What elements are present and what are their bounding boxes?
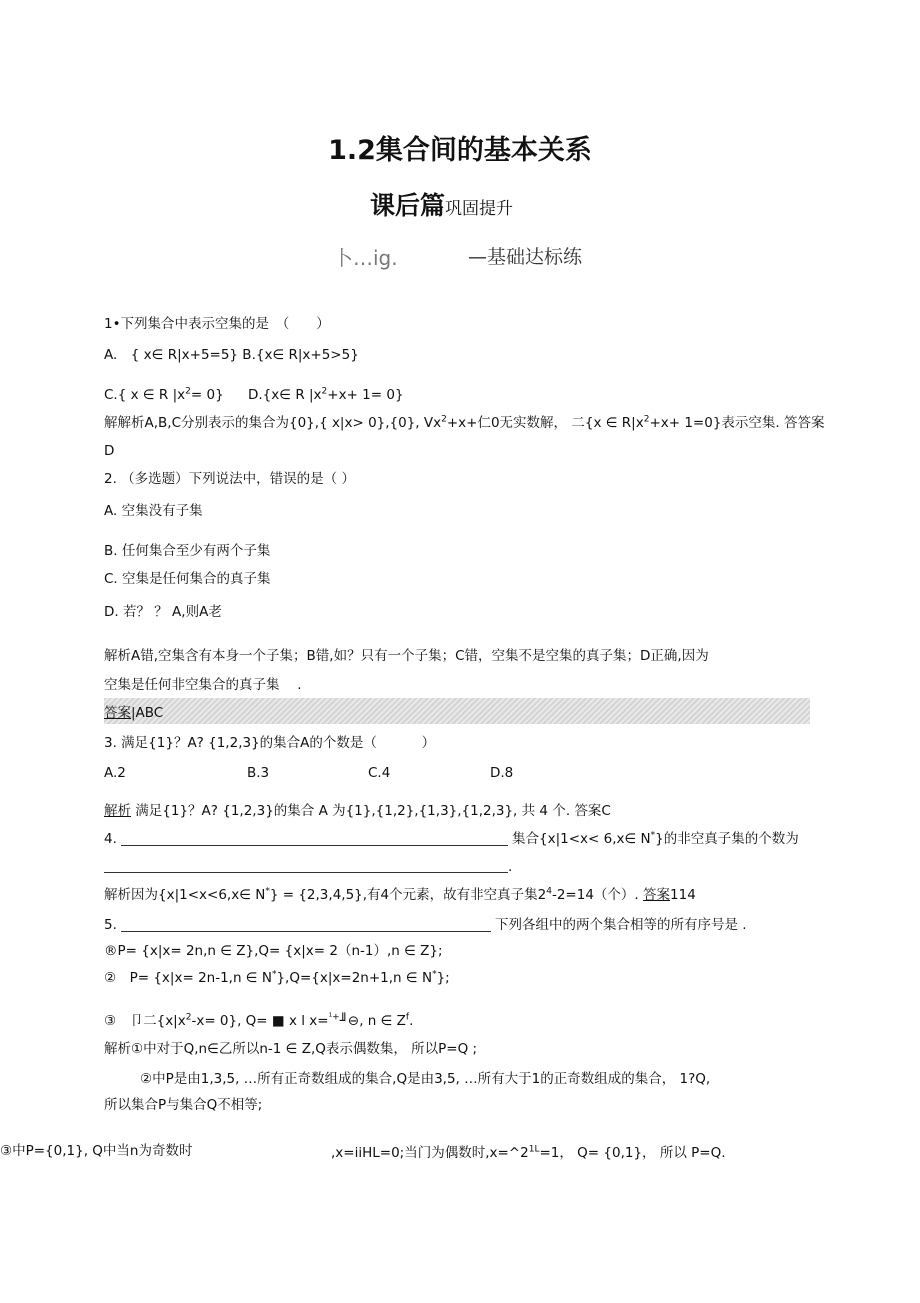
q3-option-a: A.2: [104, 765, 126, 781]
q2-answer-value: |ABC: [131, 705, 164, 721]
q1-explanation: [104, 414, 825, 432]
q1-exp-part1: 解解析A,B,C分别表示的集合为{0},{ x|x> 0},{0}, Vx: [104, 415, 442, 431]
q5-item2-text: ② P= {x|x= 2n-1,n ∈ N: [104, 970, 272, 986]
q2-answer: [104, 704, 163, 722]
subtitle-small: 巩固提升: [445, 199, 514, 219]
q4-stem-text: 集合{x|1<x< 6,x∈ N: [512, 831, 651, 847]
q5-stem: 下列各组中的两个集合相等的所有序号是 .: [495, 917, 747, 933]
page-subtitle: [370, 186, 513, 222]
q4-explanation: [104, 886, 696, 904]
q1-option-d: [248, 386, 404, 404]
q1-answer: D: [104, 443, 115, 459]
q3-explanation: [104, 802, 611, 820]
q1-option-c-sup: 2: [185, 386, 191, 397]
q2-explanation-2: 空集是任何非空集合的真子集 .: [104, 677, 302, 693]
q4-exp-part2: } = {2,3,4,5},有4个元素，故有非空真子集2: [269, 887, 547, 903]
q5-exp4-part1: ,x=iiHL=0;当门为偶数时,x=^2: [331, 1145, 529, 1161]
q5-item2-mid: },Q={x|x=2n+1,n ∈ N: [276, 970, 433, 986]
section-marker: 卜…ig.: [333, 246, 398, 270]
q1-exp-part3: +x+ 1=0}表示空集. 答答案: [649, 415, 825, 431]
q5-item3-mid: -x= 0}, Q= ■ x l x=: [191, 1013, 329, 1029]
q5-exp4-sup: 1L: [528, 1144, 540, 1155]
q5-explanation-3: 所以集合P与集合Q不相等;: [104, 1097, 263, 1113]
q3-option-d: D.8: [490, 765, 514, 781]
q2-option-d: D. 若？ ？ A,则A老: [104, 604, 222, 620]
q5-blank-line: [121, 931, 491, 932]
q5-item3-sup: 2: [185, 1012, 192, 1023]
q1-option-c-tail: = 0}: [190, 387, 224, 403]
q5-item2-sub2: *: [432, 969, 437, 980]
q4-stem-sup: *: [650, 830, 656, 841]
q5-item2-tail: };: [436, 970, 450, 986]
q4-stem: [512, 830, 799, 848]
q2-option-a: A. 空集没有子集: [104, 503, 203, 519]
q5-item3-sup2: ¹+: [328, 1012, 340, 1023]
q5-explanation-4-right: [331, 1144, 726, 1162]
q5-item3-sup3: f: [405, 1012, 410, 1023]
q5-number: 5.: [104, 917, 117, 933]
q4-answer-value: 114: [670, 887, 696, 903]
q4-number: 4.: [104, 831, 117, 847]
section-heading: —基础达标练: [468, 246, 583, 268]
q1-option-c: [104, 386, 224, 404]
q5-item3-text: ③ 卩二{x|x: [104, 1013, 186, 1029]
q3-option-b: B.3: [247, 765, 270, 781]
q1-option-d-sup: 2: [321, 386, 328, 397]
q5-explanation-4-left: ③中P={0,1}, Q中当n为奇数时: [0, 1143, 193, 1159]
q3-stem: 3. 满足{1}？A? {1,2,3}的集合A的个数是（ ）: [104, 735, 436, 751]
q2-stem: 2. （多选题）下列说法中，错误的是（ ）: [104, 471, 355, 487]
q5-item-3: [104, 1012, 413, 1030]
q2-answer-label: 答案: [104, 705, 131, 721]
q2-explanation-1: 解析A错,空集含有本身一个子集；B错,如？只有一个子集；C错，空集不是空集的真子集；D正确,因为: [104, 648, 709, 664]
q4-blank-line-2: [104, 872, 508, 873]
q1-option-d-tail: +x+ 1= 0}: [327, 387, 404, 403]
q2-option-c: C. 空集是任何集合的真子集: [104, 571, 271, 587]
q1-exp-sup1: 2: [441, 414, 447, 425]
q1-option-d-text: D.{x∈ R |x: [248, 387, 322, 403]
q4-exp-sub: *: [265, 886, 270, 897]
q5-item-1: ®P= {x|x= 2n,n ∈ Z},Q= {x|x= 2（n-1）,n ∈ Z};: [104, 943, 443, 959]
q2-option-b: B. 任何集合至少有两个子集: [104, 543, 271, 559]
q4-exp-sup: 4: [546, 886, 552, 897]
q4-exp-part1: 解析因为{x|1<x<6,x∈ N: [104, 887, 266, 903]
q3-exp-text: 满足{1}？A? {1,2,3}的集合 A 为{1},{1,2},{1,3},{1,2,3}, 共 4 个. 答案C: [131, 803, 611, 819]
q5-explanation-1: 解析①中对于Q,n∈乙所以n-1 ∈ Z,Q表示偶数集， 所以P=Q ;: [104, 1041, 478, 1057]
q1-exp-part2: +x+仁0无实数解， 二{x ∈ R|x: [446, 415, 644, 431]
q5-item2-sub1: *: [271, 969, 277, 980]
q4-answer-label: 答案: [643, 887, 671, 903]
q4-exp-part3: -2=14（个）.: [551, 887, 644, 903]
q4-stem-tail: }的非空真子集的个数为: [655, 831, 799, 847]
q1-options-ab: A. { x∈ R|x+5=5} B.{x∈ R|x+5>5}: [104, 347, 359, 363]
q3-option-c: C.4: [368, 765, 391, 781]
q1-option-c-text: C.{ x ∈ R |x: [104, 387, 186, 403]
q1-stem: 1•下列集合中表示空集的是 （ ）: [104, 316, 330, 332]
subtitle-main: 课后篇: [370, 191, 446, 220]
q5-item3-end: .: [409, 1013, 414, 1029]
q5-exp4-part2: =1， Q= {0,1}， 所以 P=Q.: [539, 1145, 726, 1161]
q4-blank-end: .: [508, 859, 513, 875]
q1-exp-sup2: 2: [643, 414, 650, 425]
q5-item-2: [104, 969, 450, 987]
q3-exp-label: 解析: [104, 803, 131, 819]
answer-band: [104, 698, 810, 724]
q5-item3-garble: ╜⊖: [339, 1013, 360, 1029]
q5-item3-tail: , n ∈ Z: [359, 1013, 406, 1029]
q5-explanation-2: ②中P是由1,3,5, …所有正奇数组成的集合,Q是由3,5, …所有大于1的正奇数组成的集合， 1?Q,: [140, 1071, 711, 1087]
page-title: 1.2集合间的基本关系: [328, 135, 592, 166]
q4-blank-line: [121, 845, 508, 846]
